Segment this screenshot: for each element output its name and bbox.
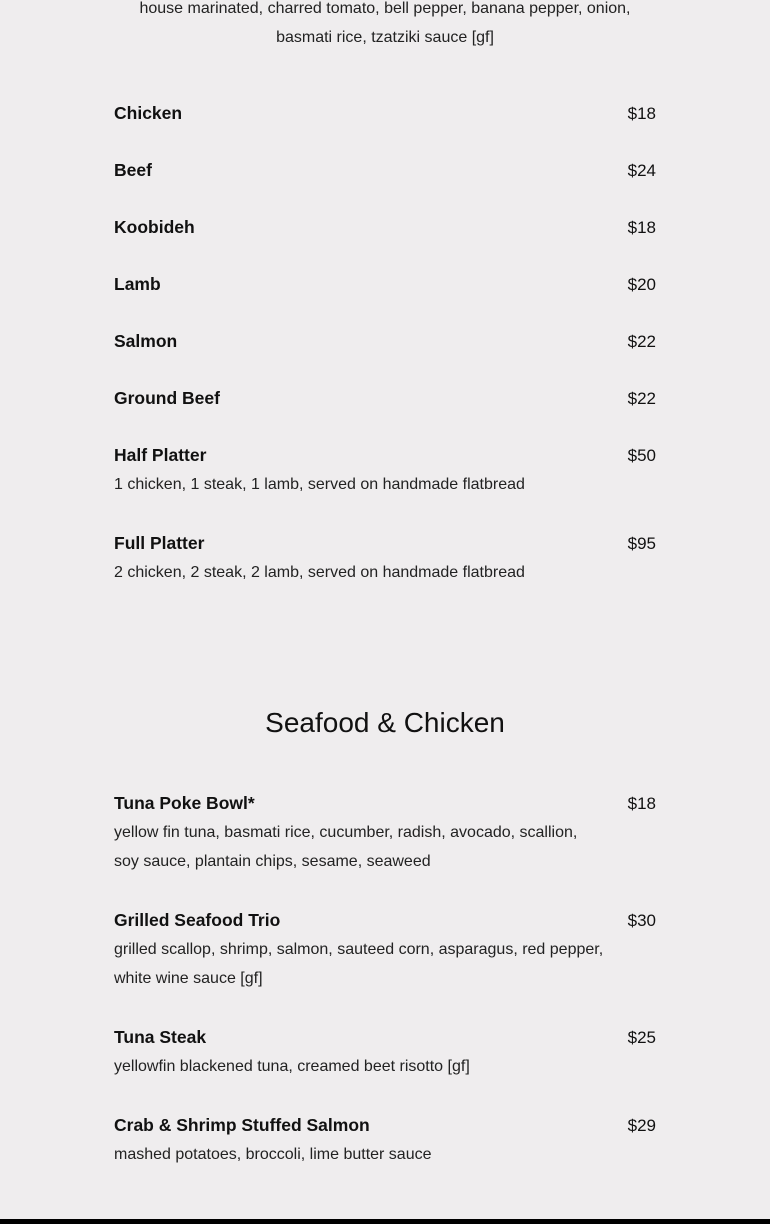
- menu-item: [114, 1024, 656, 1081]
- menu-item-name: Beef: [114, 160, 152, 180]
- menu-item-description: mashed potatoes, broccoli, lime butter sauce: [114, 1146, 432, 1163]
- menu-item-price: $50: [627, 446, 656, 465]
- menu-item-price: $24: [627, 161, 656, 180]
- menu-item-price: $30: [627, 911, 656, 930]
- menu-item-name: Lamb: [114, 274, 161, 294]
- menu-item-price: $22: [627, 389, 656, 408]
- menu-item-description: grilled scallop, shrimp, salmon, sauteed corn, asparagus, red pepper, white wine sauce [gf]: [114, 941, 604, 987]
- menu-item-price: $25: [627, 1028, 656, 1047]
- menu-item-price: $18: [627, 794, 656, 813]
- menu-item-price: $20: [627, 275, 656, 294]
- menu-item-price: $95: [627, 534, 656, 553]
- menu-item: [114, 214, 656, 240]
- seafood-menu-list: [114, 790, 656, 1200]
- menu-item: [114, 1112, 656, 1169]
- menu-item-name: Full Platter: [114, 533, 205, 553]
- menu-item: [114, 385, 656, 411]
- menu-item-name: Tuna Poke Bowl*: [114, 793, 255, 813]
- item-description-intro: house marinated, charred tomato, bell pepper, banana pepper, onion, basmati rice, tzatziki sauce [gf]: [139, 0, 631, 46]
- menu-item-name: Tuna Steak: [114, 1027, 207, 1047]
- menu-item-name: Ground Beef: [114, 388, 220, 408]
- menu-item-price: $18: [627, 218, 656, 237]
- section-title: Seafood & Chicken: [265, 707, 505, 738]
- menu-item-name: Half Platter: [114, 445, 207, 465]
- menu-item-price: $18: [627, 104, 656, 123]
- menu-item: [114, 328, 656, 354]
- menu-item: [114, 271, 656, 297]
- menu-item: [114, 157, 656, 183]
- menu-item-name: Grilled Seafood Trio: [114, 910, 281, 930]
- menu-item-description: yellowfin blackened tuna, creamed beet risotto [gf]: [114, 1058, 470, 1075]
- menu-item-price: $22: [627, 332, 656, 351]
- menu-item-description: 2 chicken, 2 steak, 2 lamb, served on handmade flatbread: [114, 564, 525, 581]
- menu-item-name: Chicken: [114, 103, 183, 123]
- menu-item: [114, 530, 656, 587]
- menu-item-price: $29: [627, 1116, 656, 1135]
- menu-item-name: Salmon: [114, 331, 178, 351]
- menu-item: [114, 100, 656, 126]
- menu-item: [114, 790, 656, 876]
- menu-item-description: 1 chicken, 1 steak, 1 lamb, served on handmade flatbread: [114, 476, 525, 493]
- menu-item: [114, 442, 656, 499]
- menu-item: [114, 907, 656, 993]
- menu-item-name: Crab & Shrimp Stuffed Salmon: [114, 1115, 370, 1135]
- bottom-bar: [0, 1219, 770, 1224]
- grill-menu-list: [114, 100, 656, 618]
- menu-item-description: yellow fin tuna, basmati rice, cucumber, radish, avocado, scallion, soy sauce, plantain chips, sesame, seaweed: [114, 824, 578, 870]
- menu-item-name: Koobideh: [114, 217, 195, 237]
